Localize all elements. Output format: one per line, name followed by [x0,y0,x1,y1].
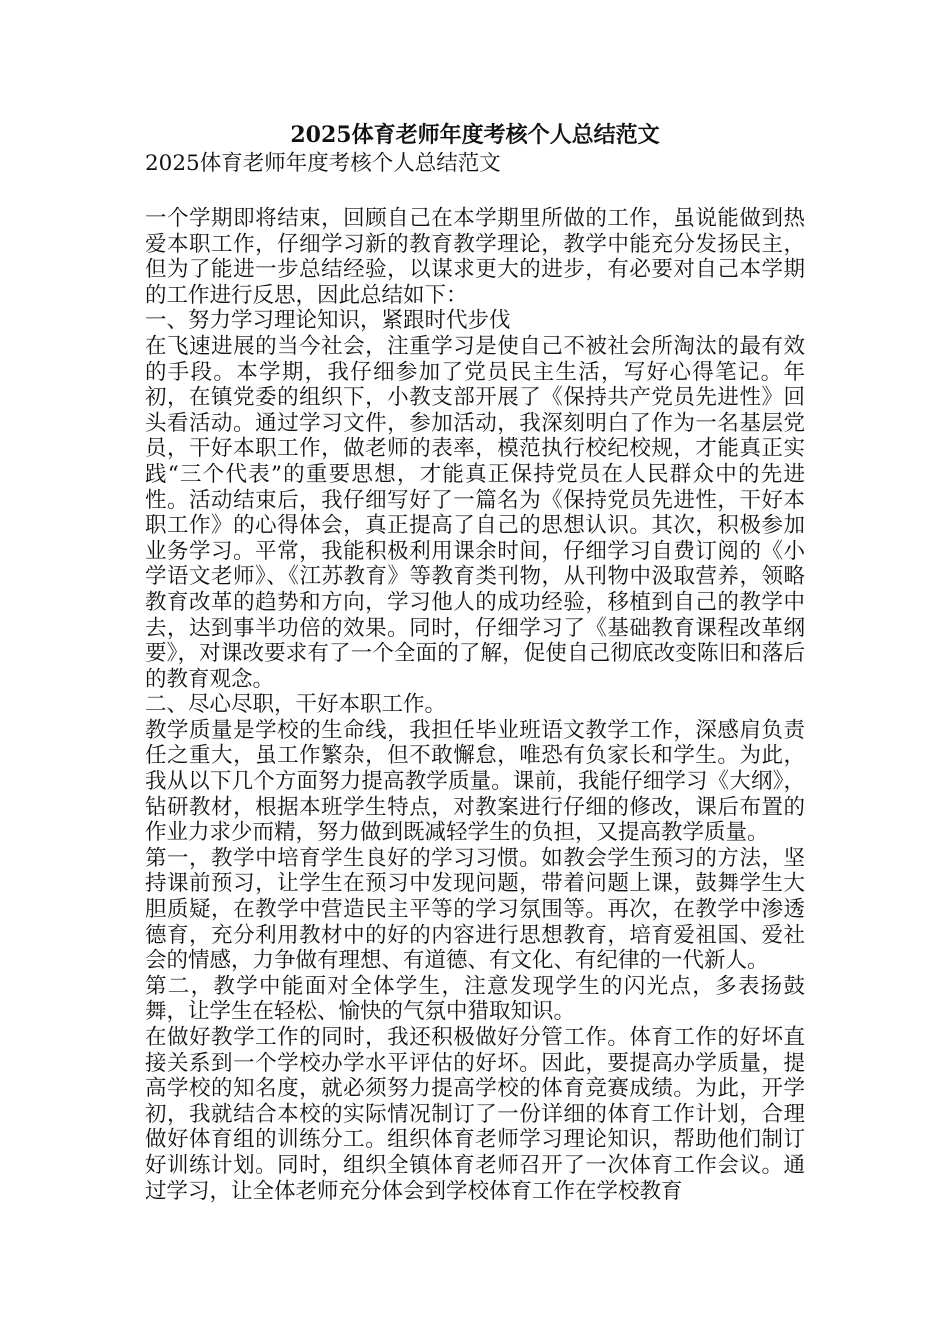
paragraph-second-point: 第二，教学中能面对全体学生，注意发现学生的闪光点，多表扬鼓舞，让学生在轻松、愉快的气氛中猎取知识。 [145,973,805,1025]
paragraph-intro: 一个学期即将结束，回顾自己在本学期里所做的工作，虽说能做到热爱本职工作，仔细学习新的教育教学理论，教学中能充分发扬民主，但为了能进一步总结经验，以谋求更大的进步，有必要对自己本学期的工作进行反思，因此总结如下： [145,206,805,308]
paragraph-study: 在飞速进展的当今社会，注重学习是使自己不被社会所淘汰的最有效的手段。本学期，我仔细参加了党员民主生活，写好心得笔记。年初，在镇党委的组织下，小教支部开展了《保持共产党员先进性》回头看活动。通过学习文件，参加活动，我深刻明白了作为一名基层党员，干好本职工作，做老师的表率，模范执行校纪校规，才能真正实践“三个代表”的重要思想，才能真正保持党员在人民群众中的先进性。活动结束后，我仔细写好了一篇名为《保持党员先进性，干好本职工作》的心得体会，真正提高了自己的思想认识。其次，积极参加业务学习。平常，我能积极利用课余时间，仔细学习自费订阅的《小学语文老师》、《江苏教育》等教育类刊物，从刊物中汲取营养，领略教育改革的趋势和方向，学习他人的成功经验，移植到自己的教学中去，达到事半功倍的效果。同时，仔细学习了《基础教育课程改革纲要》，对课改要求有了一个全面的了解，促使自己彻底改变陈旧和落后的教育观念。 [145,333,805,692]
document-page [145,120,805,1204]
document-subtitle: 2025体育老师年度考核个人总结范文 [145,151,501,176]
section-heading-2: 二、尽心尽职，干好本职工作。 [145,692,447,718]
document-title: 2025体育老师年度考核个人总结范文 [290,122,660,148]
section-heading-1: 一、努力学习理论知识，紧跟时代步伐 [145,308,511,334]
paragraph-teaching-quality: 教学质量是学校的生命线，我担任毕业班语文教学工作，深感肩负责任之重大，虽工作繁杂，但不敢懈怠，唯恐有负家长和学生。为此，我从以下几个方面努力提高教学质量。课前，我能仔细学习《大纲》，钻研教材，根据本班学生特点，对教案进行仔细的修改，课后布置的作业力求少而精，努力做到既减轻学生的负担，又提高教学质量。 [145,717,805,846]
document-body [145,206,805,1204]
paragraph-first-point: 第一，教学中培育学生良好的学习习惯。如教会学生预习的方法，坚持课前预习，让学生在预习中发现问题，带着问题上课，鼓舞学生大胆质疑，在教学中营造民主平等的学习氛围等。再次，在教学中渗透德育，充分利用教材中的好的内容进行思想教育，培育爱祖国、爱社会的情感，力争做有理想、有道德、有文化、有纪律的一代新人。 [145,845,805,974]
paragraph-pe-work: 在做好教学工作的同时，我还积极做好分管工作。体育工作的好坏直接关系到一个学校办学水平评估的好坏。因此，要提高办学质量，提高学校的知名度，就必须努力提高学校的体育竞赛成绩。为此，开学初，我就结合本校的实际情况制订了一份详细的体育工作计划，合理做好体育组的训练分工。组织体育老师学习理论知识，帮助他们制订好训练计划。同时，组织全镇体育老师召开了一次体育工作会议。通过学习，让全体老师充分体会到学校体育工作在学校教育 [145,1025,805,1204]
